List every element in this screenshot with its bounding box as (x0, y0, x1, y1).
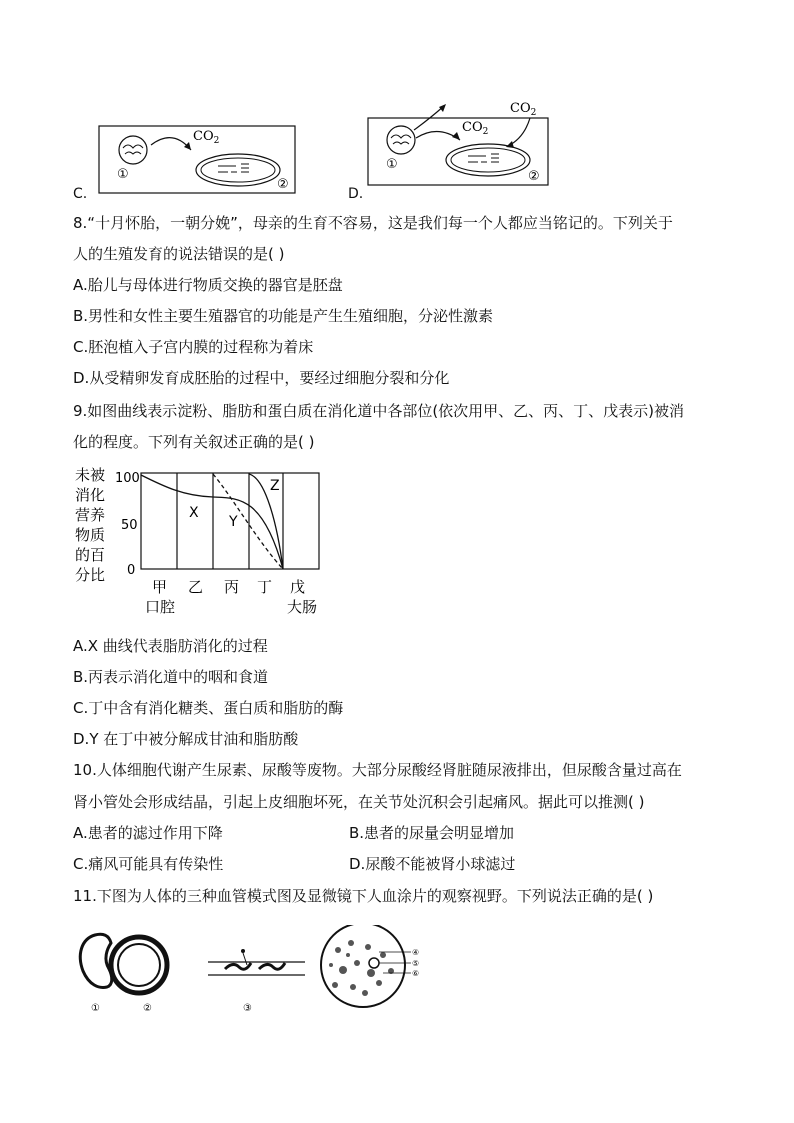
blood-vessel-figures (73, 925, 453, 1015)
q8-stem-line-2: 人的生殖发育的说法错误的是( ) (73, 245, 285, 263)
q9-option-a: A.X 曲线代表脂肪消化的过程 (73, 637, 268, 655)
svg-text:②: ② (143, 1003, 152, 1014)
svg-text:CO2 (510, 101, 536, 118)
curve-label-z: Z (270, 478, 280, 494)
q7-option-c-diagram (73, 120, 313, 205)
q7-d-co2-out: CO (510, 101, 531, 116)
svg-text:⑥: ⑥ (412, 969, 420, 978)
q7-c-mark-2: ② (277, 177, 289, 192)
ylabel-line-3: 营养 (75, 506, 106, 524)
svg-text:CO2 (462, 120, 488, 137)
x-sub-2: 大肠 (287, 598, 318, 616)
q10-option-b: B.患者的尿量会明显增加 (349, 824, 515, 842)
q9-option-c: C.丁中含有消化糖类、蛋白质和脂肪的酶 (73, 699, 344, 717)
x-seg-1: 甲 (152, 578, 168, 596)
q10-option-c: C.痛风可能具有传染性 (73, 855, 224, 873)
svg-text:CO2 (193, 129, 219, 146)
ylabel-line-6: 分比 (75, 566, 106, 584)
organelle-2-icon (196, 154, 280, 186)
q7-d-co2-out-sub: 2 (530, 108, 537, 118)
q7-d-co2: CO (462, 120, 483, 135)
q9-stem-line-2: 化的程度。下列有关叙述正确的是( ) (73, 433, 315, 451)
q7-c-co2-sub: 2 (213, 136, 220, 146)
x-seg-2: 乙 (188, 578, 204, 596)
svg-text:③: ③ (243, 1003, 252, 1014)
capillary-icon (208, 949, 305, 1014)
q7-option-d-label: D. (348, 186, 364, 202)
y-tick-0: 0 (127, 563, 136, 578)
x-sub-1: 口腔 (145, 598, 176, 616)
x-seg-4: 丁 (257, 578, 273, 596)
q7-d-mark-1: ① (386, 157, 398, 172)
q7-d-co2-sub: 2 (482, 127, 489, 137)
q11-figures (73, 925, 453, 1015)
q10-stem-line-1: 10.人体细胞代谢产生尿素、尿酸等废物。大部分尿酸经肾脏随尿液排出，但尿酸含量过高在 (73, 761, 682, 779)
svg-text:⑤: ⑤ (412, 959, 420, 968)
ylabel-line-1: 未被 (75, 466, 106, 484)
q10-option-d: D.尿酸不能被肾小球滤过 (349, 855, 516, 873)
ylabel-line-5: 的百 (75, 546, 106, 564)
q8-stem-line-1: 8.“十月怀胎，一朝分娩”，母亲的生育不容易，这是我们每一个人都应当铭记的。下列关于 (73, 214, 673, 232)
ylabel-line-4: 物质 (75, 526, 106, 544)
q7-d-mark-2: ② (528, 169, 540, 184)
ylabel-line-2: 消化 (75, 486, 106, 504)
q10-stem-line-2: 肾小管处会形成结晶，引起上皮细胞坏死，在关节处沉积会引起痛风。据此可以推测( ) (73, 793, 645, 811)
curve-label-y: Y (229, 514, 238, 530)
q7-option-c (73, 120, 313, 205)
x-seg-5: 戊 (290, 578, 306, 596)
svg-text:①: ① (91, 1003, 100, 1014)
blood-smear-icon (321, 925, 419, 1007)
q10-option-a: A.患者的滤过作用下降 (73, 824, 223, 842)
organelle-2-icon (446, 144, 530, 176)
q9-option-b: B.丙表示消化道中的咽和食道 (73, 668, 269, 686)
digestion-chart (73, 462, 333, 622)
organelle-1-icon (119, 136, 147, 164)
q9-option-d: D.Y 在丁中被分解成甘油和脂肪酸 (73, 730, 299, 748)
curve-x (141, 475, 283, 569)
q11-stem: 11.下图为人体的三种血管模式图及显微镜下人血涂片的观察视野。下列说法正确的是( ) (73, 887, 654, 905)
vessel-cross-sections-icon (80, 934, 167, 1014)
q8-option-c: C.胚泡植入子宫内膜的过程称为着床 (73, 338, 314, 356)
organelle-1-icon (387, 126, 415, 154)
q7-c-co2: CO (193, 129, 214, 144)
y-tick-100: 100 (115, 471, 140, 486)
y-tick-50: 50 (121, 518, 138, 533)
q9-stem-line-1: 9.如图曲线表示淀粉、脂肪和蛋白质在消化道中各部位(依次用甲、乙、丙、丁、戊表示)被消 (73, 402, 685, 420)
digestion-chart-svg (73, 462, 333, 622)
q7-option-d-diagram (348, 98, 558, 205)
q8-option-a: A.胎儿与母体进行物质交换的器官是胚盘 (73, 276, 343, 294)
q7-option-c-label: C. (73, 186, 88, 202)
q7-c-mark-1: ① (117, 167, 129, 182)
x-seg-3: 丙 (224, 578, 240, 596)
q7-option-d (348, 98, 558, 205)
q8-option-d: D.从受精卵发育成胚胎的过程中，要经过细胞分裂和分化 (73, 369, 450, 387)
curve-label-x: X (189, 505, 199, 521)
q8-option-b: B.男性和女性主要生殖器官的功能是产生生殖细胞，分泌性激素 (73, 307, 494, 325)
svg-text:④: ④ (412, 948, 420, 957)
